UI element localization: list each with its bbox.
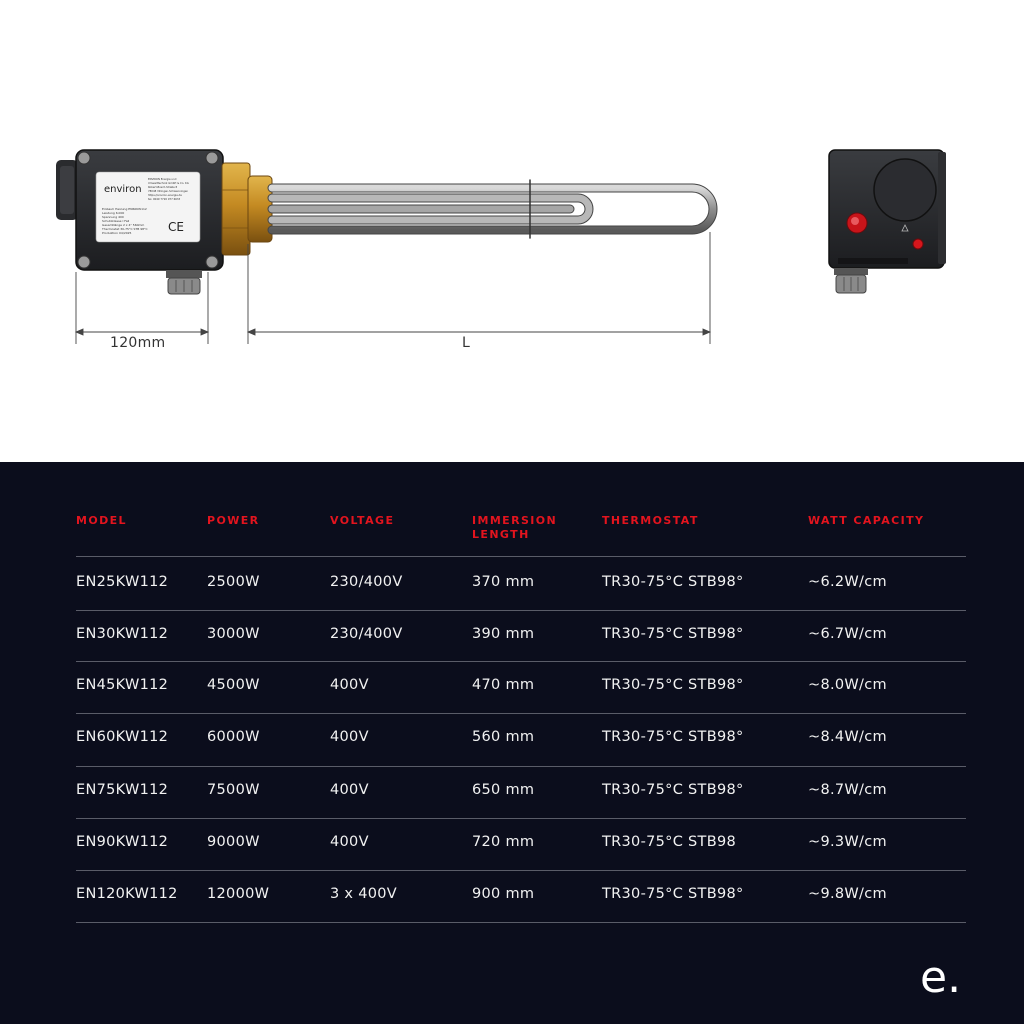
cell-power: 3000W: [207, 626, 260, 642]
cell-model: EN90KW112: [76, 834, 169, 850]
label-line: Einbauh Heizung EN60KW112: [102, 207, 147, 211]
label-brand: environ: [104, 184, 142, 195]
cell-voltage: 3 x 400V: [330, 886, 398, 902]
brand-logo: e.: [920, 952, 962, 1003]
label-line: Leistung 6.000: [102, 211, 125, 215]
cell-power: 12000W: [207, 886, 270, 902]
dimension-rod-length: L: [462, 335, 471, 351]
table-row: [0, 558, 1024, 610]
cell-voltage: 400V: [330, 834, 369, 850]
label-line: ENVIRON Energie und: [148, 178, 177, 181]
header-model: MODEL: [76, 514, 127, 527]
cell-watt-capacity: ~9.3W/cm: [808, 834, 887, 850]
side-view-box: [829, 150, 946, 293]
cell-watt-capacity: ~8.7W/cm: [808, 782, 887, 798]
cell-thermostat: TR30-75°C STB98°: [602, 574, 744, 590]
reset-button-icon: [847, 213, 867, 233]
label-line: Umwelttechnik GmbH & Co. KG: [148, 182, 189, 185]
label-line: Thermostat 30-75°C STB 98°C: [102, 227, 148, 231]
cell-model: EN75KW112: [76, 782, 169, 798]
header-thermostat: THERMOSTAT: [602, 514, 699, 527]
cell-power: 7500W: [207, 782, 260, 798]
label-line: 78048 Villingen-Schwenningen: [148, 190, 189, 193]
cell-length: 370 mm: [472, 574, 535, 590]
side-cable-gland: [56, 160, 78, 220]
cell-model: EN25KW112: [76, 574, 169, 590]
side-cable-gland-bottom: [834, 268, 868, 293]
header-immersion-length: IMMERSION LENGTH: [472, 514, 558, 541]
table-row: [0, 818, 1024, 870]
cell-length: 470 mm: [472, 677, 535, 693]
terminal-box: [76, 150, 223, 294]
header-watt-capacity: WATT CAPACITY: [808, 514, 925, 527]
cell-watt-capacity: ~8.0W/cm: [808, 677, 887, 693]
cell-power: 2500W: [207, 574, 260, 590]
cell-model: EN60KW112: [76, 729, 169, 745]
svg-text:CE: CE: [168, 220, 184, 234]
cell-length: 390 mm: [472, 626, 535, 642]
cell-length: 720 mm: [472, 834, 535, 850]
cell-length: 650 mm: [472, 782, 535, 798]
header-power: POWER: [207, 514, 260, 527]
label-line: Spannung 400: [102, 215, 124, 219]
table-row: [0, 610, 1024, 662]
table-divider: [76, 556, 966, 557]
cell-thermostat: TR30-75°C STB98°: [602, 626, 744, 642]
cell-model: EN30KW112: [76, 626, 169, 642]
brass-fitting: [222, 163, 272, 255]
label-line: Produktion 04/2025: [102, 231, 132, 235]
label-line: Robert-Bosch-Straße 8: [148, 186, 178, 189]
spec-table-section: [0, 462, 1024, 1024]
cell-voltage: 400V: [330, 782, 369, 798]
table-row: [0, 870, 1024, 922]
cell-watt-capacity: ~6.2W/cm: [808, 574, 887, 590]
cell-power: 4500W: [207, 677, 260, 693]
cell-power: 9000W: [207, 834, 260, 850]
cell-voltage: 230/400V: [330, 574, 403, 590]
cell-thermostat: TR30-75°C STB98°: [602, 729, 744, 745]
dimension-box-width: 120mm: [110, 335, 166, 351]
table-row: [0, 661, 1024, 713]
indicator-light-icon: [913, 239, 923, 249]
header-voltage: VOLTAGE: [330, 514, 395, 527]
table-divider: [76, 922, 966, 923]
cell-power: 6000W: [207, 729, 260, 745]
product-drawing: [0, 0, 1024, 462]
cell-watt-capacity: ~9.8W/cm: [808, 886, 887, 902]
table-row: [0, 713, 1024, 765]
label-line: Gesamtlänge 2 x 4" 560mm: [102, 223, 145, 227]
label-line: tel. 0049 7720 977 6633: [148, 198, 181, 201]
cell-length: 560 mm: [472, 729, 535, 745]
cell-voltage: 230/400V: [330, 626, 403, 642]
cell-voltage: 400V: [330, 677, 369, 693]
cell-watt-capacity: ~8.4W/cm: [808, 729, 887, 745]
cell-thermostat: TR30-75°C STB98: [602, 834, 737, 850]
label-line: Schutzklasse I Fall: [102, 219, 130, 223]
cell-thermostat: TR30-75°C STB98°: [602, 677, 744, 693]
cell-model: EN120KW112: [76, 886, 178, 902]
heating-rods: [272, 180, 713, 238]
cell-thermostat: TR30-75°C STB98°: [602, 886, 744, 902]
table-row: [0, 766, 1024, 818]
ce-mark-icon: [168, 220, 184, 234]
cell-voltage: 400V: [330, 729, 369, 745]
cell-thermostat: TR30-75°C STB98°: [602, 782, 744, 798]
cell-length: 900 mm: [472, 886, 535, 902]
cell-watt-capacity: ~6.7W/cm: [808, 626, 887, 642]
cell-model: EN45KW112: [76, 677, 169, 693]
label-line: https://environ-energie.de: [148, 194, 182, 197]
bottom-cable-gland: [166, 270, 202, 294]
heater-illustration: [0, 0, 1024, 462]
